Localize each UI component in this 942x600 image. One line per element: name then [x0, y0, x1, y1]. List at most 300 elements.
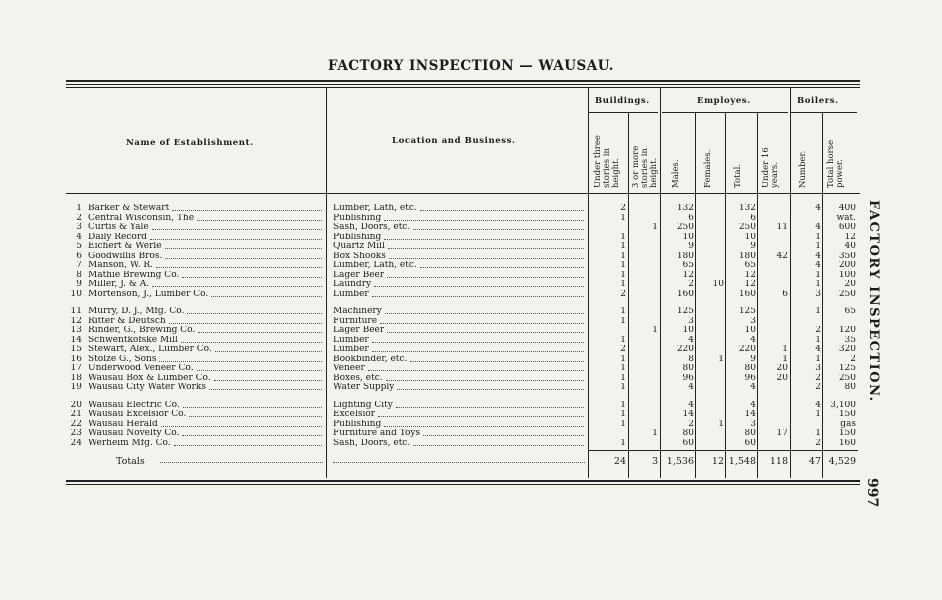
- cell-hp: 12: [844, 232, 856, 242]
- row-number: 9: [76, 280, 82, 289]
- leader-dots: [389, 252, 584, 259]
- cell-f: 1: [718, 419, 724, 429]
- cell-hp: 80: [844, 383, 856, 392]
- boilers-underline: [791, 112, 857, 113]
- table-row: [0, 252, 942, 261]
- leader-dots: [384, 214, 584, 221]
- cell-m: 4: [688, 383, 694, 392]
- table-row: [0, 401, 942, 410]
- leader-dots: [372, 290, 584, 297]
- establishment-name: Central Wisconsin, The: [88, 213, 195, 223]
- table-row: [0, 290, 942, 299]
- page-number: 997: [864, 478, 880, 508]
- cell-m: 6: [688, 213, 694, 223]
- cell-m: 125: [676, 307, 694, 316]
- establishment-name: Wausau Excelsior Co.: [88, 410, 187, 419]
- cell-u3: 1: [620, 232, 626, 242]
- location-business: Lager Beer: [333, 270, 385, 280]
- cell-t: 4: [750, 400, 756, 410]
- cell-hp: 250: [838, 289, 856, 299]
- leader-dots: [374, 280, 584, 287]
- cell-u3: 1: [620, 251, 626, 261]
- cell-t: 3: [750, 316, 756, 326]
- row-number: 23: [70, 429, 82, 438]
- cell-bn: 4: [815, 223, 821, 232]
- cell-bn: 1: [815, 429, 821, 438]
- leader-dots: [410, 355, 584, 362]
- header-buildings: Buildings.: [595, 96, 650, 106]
- leader-dots: [396, 401, 584, 408]
- cell-hp: gas: [840, 419, 856, 429]
- leader-dots: [169, 317, 322, 324]
- side-header: FACTORY INSPECTION.: [866, 200, 881, 403]
- table-row: [0, 364, 942, 373]
- cell-t: 132: [738, 204, 756, 213]
- cell-u16: 11: [776, 223, 788, 232]
- cell-t: 4: [750, 383, 756, 392]
- cell-t: 65: [744, 261, 756, 270]
- page-title: FACTORY INSPECTION — WAUSAU.: [328, 58, 614, 74]
- establishment-name: Schwentkofske Mill: [88, 335, 178, 345]
- cell-u3: 2: [620, 204, 626, 213]
- table-row: [0, 355, 942, 364]
- establishment-name: Wausau Box & Lumber Co.: [88, 373, 211, 383]
- table-row: [0, 233, 942, 242]
- cell-m: 132: [676, 204, 694, 213]
- cell-hp: 120: [838, 326, 856, 335]
- cell-t: 250: [738, 223, 756, 232]
- leader-dots: [174, 439, 322, 446]
- cell-hp: 600: [838, 223, 856, 232]
- cell-hp: 2: [850, 354, 856, 364]
- header-employes: Employes.: [697, 96, 751, 106]
- cell-hp: 3,100: [830, 400, 856, 410]
- cell-hp: 350: [838, 251, 856, 261]
- cell-u3: 1: [620, 410, 626, 419]
- row-number: 6: [76, 251, 82, 261]
- leader-dots: [388, 242, 584, 249]
- leader-dots: [215, 345, 322, 352]
- leader-dots: [159, 355, 322, 362]
- cell-t: 125: [738, 307, 756, 316]
- establishment-name: Curtis & Yale: [88, 223, 149, 232]
- establishment-name: Eichert & Werle: [88, 242, 162, 251]
- row-number: 11: [70, 307, 82, 316]
- cell-bn: 1: [815, 335, 821, 345]
- cell-t: 10: [744, 232, 756, 242]
- top-rule-thin: [66, 84, 860, 85]
- establishment-name: Mathie Brewing Co.: [88, 270, 180, 280]
- establishment-name: Miller, J. & A.: [88, 280, 150, 289]
- header-under16: Under 16 years.: [761, 147, 780, 188]
- cell-u3: 1: [620, 261, 626, 270]
- establishment-name: Werheim Mfg. Co.: [88, 438, 171, 448]
- leader-dots: [156, 261, 322, 268]
- establishment-name: Daily Record: [88, 232, 147, 242]
- top-rule: [66, 80, 860, 82]
- bottom-rule-thin: [66, 484, 860, 485]
- cell-u16: 20: [776, 364, 788, 373]
- leader-dots: [197, 214, 322, 221]
- cell-bn: 1: [815, 232, 821, 242]
- leader-dots: [387, 326, 584, 333]
- location-business: Water Supply: [333, 383, 395, 392]
- table-row: [0, 439, 942, 448]
- cell-m: 250: [676, 223, 694, 232]
- cell-m: 80: [682, 429, 694, 438]
- table-row: [0, 204, 942, 213]
- leader-dots: [378, 410, 584, 417]
- location-business: Publishing: [333, 419, 382, 429]
- table-row: [0, 345, 942, 354]
- cell-m: 80: [682, 364, 694, 373]
- cell-hp: 200: [838, 261, 856, 270]
- cell-u16: 17: [776, 429, 788, 438]
- cell-m: 96: [682, 373, 694, 383]
- location-business: Excelsior: [333, 410, 376, 419]
- cell-u16: 6: [782, 289, 788, 299]
- cell-u16: 1: [782, 345, 788, 354]
- leader-dots: [187, 307, 322, 314]
- cell-m: 160: [676, 289, 694, 299]
- cell-hp: 65: [844, 307, 856, 316]
- table-row: [0, 242, 942, 251]
- leader-dots: [172, 204, 322, 211]
- establishment-name: Wausau Herald: [88, 419, 158, 429]
- cell-m: 180: [676, 251, 694, 261]
- header-males: Males.: [671, 159, 681, 188]
- cell-m: 4: [688, 335, 694, 345]
- establishment-name: Rinder, G., Brewing Co.: [88, 326, 196, 335]
- leader-dots: [152, 223, 322, 230]
- cell-bn: 2: [815, 373, 821, 383]
- leader-dots: [423, 429, 584, 436]
- leader-dots: [384, 420, 584, 427]
- location-business: Lumber: [333, 335, 369, 345]
- cell-t: 180: [738, 251, 756, 261]
- location-business: Machinery: [333, 307, 382, 316]
- row-number: 19: [70, 383, 82, 392]
- cell-u16: 1: [782, 354, 788, 364]
- row-number: 21: [70, 410, 82, 419]
- cell-u3: 1: [620, 438, 626, 448]
- cell-u3: 1: [620, 419, 626, 429]
- row-number: 1: [76, 204, 82, 213]
- totals-three-or-more: 3: [651, 456, 658, 467]
- totals-total: 1,548: [728, 456, 756, 467]
- location-business: Lumber, Lath, etc.: [333, 204, 417, 213]
- row-number: 2: [76, 213, 82, 223]
- table-row: [0, 383, 942, 392]
- header-three-or-more: 3 or more stories in height.: [631, 145, 659, 188]
- table-row: [0, 261, 942, 270]
- row-number: 10: [70, 289, 82, 299]
- location-business: Quartz Mill: [333, 242, 385, 251]
- cell-u16: 20: [776, 373, 788, 383]
- location-business: Publishing: [333, 213, 382, 223]
- cell-bn: 1: [815, 354, 821, 364]
- cell-t: 4: [750, 335, 756, 345]
- cell-t: 60: [744, 438, 756, 448]
- row-number: 22: [70, 419, 82, 429]
- cell-u16: 42: [776, 251, 788, 261]
- totals-label: Totals: [116, 456, 145, 467]
- leader-dots: [165, 252, 322, 259]
- location-business: Furniture: [333, 316, 378, 326]
- cell-hp: 150: [838, 410, 856, 419]
- totals-row: [0, 456, 942, 468]
- establishment-name: Wausau Electric Co.: [88, 400, 180, 410]
- leader-dots: [420, 261, 584, 268]
- table-row: [0, 429, 942, 438]
- row-number: 24: [70, 438, 82, 448]
- leader-dots: [372, 345, 584, 352]
- cell-bn: 1: [815, 410, 821, 419]
- cell-m: 60: [682, 438, 694, 448]
- cell-t: 12: [744, 280, 756, 289]
- row-number: 8: [76, 270, 82, 280]
- cell-m: 220: [676, 345, 694, 354]
- cell-hp: 35: [844, 335, 856, 345]
- top-rule-thin2: [66, 87, 860, 88]
- table-row: [0, 307, 942, 316]
- leader-dots: [372, 336, 584, 343]
- header-name: Name of Establishment.: [126, 138, 254, 148]
- cell-u3: 1: [620, 242, 626, 251]
- table-row: [0, 410, 942, 419]
- cell-t: 160: [738, 289, 756, 299]
- leader-dots: [413, 223, 584, 230]
- cell-bn: 4: [815, 204, 821, 213]
- leader-dots: [161, 420, 322, 427]
- table-row: [0, 336, 942, 345]
- cell-u3: 1: [620, 316, 626, 326]
- location-business: Lighting City: [333, 400, 393, 410]
- cell-bn: 1: [815, 280, 821, 289]
- location-business: Veneer: [333, 364, 365, 373]
- leader-dots: [198, 326, 322, 333]
- cell-bn: 1: [815, 270, 821, 280]
- totals-under-three: 24: [613, 456, 626, 467]
- cell-bn: 1: [815, 307, 821, 316]
- row-number: 13: [70, 326, 82, 335]
- leader-dots: [333, 456, 585, 463]
- cell-u3: 1: [620, 213, 626, 223]
- cell-t: 220: [738, 345, 756, 354]
- location-business: Lager Beer: [333, 326, 385, 335]
- leader-dots: [209, 383, 322, 390]
- header-number: Number.: [798, 150, 808, 188]
- cell-f: 10: [712, 280, 724, 289]
- cell-hp: wat.: [836, 213, 856, 223]
- table-row: [0, 326, 942, 335]
- cell-hp: 400: [838, 204, 856, 213]
- header-boilers: Boilers.: [797, 96, 839, 106]
- leader-dots: [181, 336, 322, 343]
- table-row: [0, 271, 942, 280]
- leader-dots: [413, 439, 584, 446]
- cell-bn: 4: [815, 345, 821, 354]
- cell-m: 12: [682, 270, 694, 280]
- cell-bn: 4: [815, 400, 821, 410]
- cell-m: 2: [688, 419, 694, 429]
- cell-hp: 20: [844, 280, 856, 289]
- cell-t: 80: [744, 364, 756, 373]
- table-row: [0, 317, 942, 326]
- leader-dots: [189, 410, 322, 417]
- cell-m: 8: [688, 354, 694, 364]
- cell-bn: 4: [815, 261, 821, 270]
- cell-hp: 125: [838, 364, 856, 373]
- location-business: Sash, Doors, etc.: [333, 438, 411, 448]
- cell-hp: 100: [838, 270, 856, 280]
- cell-bn: 2: [815, 326, 821, 335]
- cell-u3: 1: [620, 373, 626, 383]
- establishment-name: Wausau Novelty Co.: [88, 429, 180, 438]
- leader-dots: [380, 317, 584, 324]
- cell-t: 9: [750, 354, 756, 364]
- table-row: [0, 223, 942, 232]
- location-business: Publishing: [333, 232, 382, 242]
- header-total: Total.: [733, 163, 743, 188]
- cell-hp: 320: [838, 345, 856, 354]
- cell-m: 10: [682, 326, 694, 335]
- leader-dots: [182, 429, 322, 436]
- cell-o3: 1: [652, 326, 658, 335]
- totals-rule: [588, 450, 858, 451]
- header-location: Location and Business.: [392, 136, 516, 146]
- table-row: [0, 214, 942, 223]
- cell-t: 10: [744, 326, 756, 335]
- row-number: 5: [76, 242, 82, 251]
- cell-m: 4: [688, 400, 694, 410]
- table-row: [0, 420, 942, 429]
- totals-females: 12: [711, 456, 724, 467]
- row-number: 3: [76, 223, 82, 232]
- establishment-name: Underwood Veneer Co.: [88, 364, 194, 373]
- leader-dots: [385, 307, 584, 314]
- leader-dots: [387, 271, 584, 278]
- row-number: 16: [70, 354, 82, 364]
- cell-bn: 3: [815, 364, 821, 373]
- establishment-name: Stolze G., Sons: [88, 354, 157, 364]
- cell-hp: 250: [838, 373, 856, 383]
- establishment-name: Goodwillis Bros.: [88, 251, 163, 261]
- leader-dots: [368, 364, 584, 371]
- establishment-name: Wausau City Water Works: [88, 383, 206, 392]
- cell-bn: 2: [815, 438, 821, 448]
- location-business: Laundry: [333, 280, 372, 289]
- bottom-rule: [66, 480, 860, 482]
- location-business: Sash, Doors, etc.: [333, 223, 411, 232]
- cell-bn: 2: [815, 383, 821, 392]
- location-business: Lumber: [333, 289, 369, 299]
- cell-bn: 3: [815, 289, 821, 299]
- row-number: 18: [70, 373, 82, 383]
- totals-boiler-number: 47: [808, 456, 821, 467]
- totals-under16: 118: [769, 456, 788, 467]
- cell-m: 10: [682, 232, 694, 242]
- header-under-three: Under three stories in height.: [593, 135, 621, 188]
- cell-u3: 1: [620, 400, 626, 410]
- header-horse-power: Total horse power.: [826, 139, 845, 188]
- location-business: Bookbinder, etc.: [333, 354, 408, 364]
- leader-dots: [182, 271, 322, 278]
- location-business: Lumber, Lath, etc.: [333, 261, 417, 270]
- row-number: 12: [70, 316, 82, 326]
- cell-t: 96: [744, 373, 756, 383]
- cell-f: 1: [718, 354, 724, 364]
- row-number: 14: [70, 335, 82, 345]
- totals-horse-power: 4,529: [828, 456, 856, 467]
- leader-dots: [211, 290, 322, 297]
- leader-dots: [386, 374, 584, 381]
- cell-hp: 160: [838, 438, 856, 448]
- row-number: 20: [70, 400, 82, 410]
- cell-o3: 1: [652, 429, 658, 438]
- totals-males: 1,536: [666, 456, 694, 467]
- establishment-name: Stewart, Alex., Lumber Co.: [88, 345, 212, 354]
- row-number: 17: [70, 364, 82, 373]
- leader-dots: [397, 383, 584, 390]
- cell-u3: 1: [620, 270, 626, 280]
- location-business: Lumber: [333, 345, 369, 354]
- leader-dots: [214, 374, 322, 381]
- cell-t: 3: [750, 419, 756, 429]
- cell-t: 80: [744, 429, 756, 438]
- leader-dots: [197, 364, 322, 371]
- cell-bn: 4: [815, 251, 821, 261]
- buildings-underline: [588, 112, 658, 113]
- cell-u3: 2: [620, 345, 626, 354]
- row-number: 15: [70, 345, 82, 354]
- cell-o3: 1: [652, 223, 658, 232]
- cell-t: 14: [744, 410, 756, 419]
- location-business: Furniture and Toys: [333, 429, 421, 438]
- header-bottom-rule: [66, 193, 860, 194]
- cell-t: 6: [750, 213, 756, 223]
- table-row: [0, 280, 942, 289]
- leader-dots: [384, 233, 584, 240]
- cell-u3: 1: [620, 364, 626, 373]
- leader-dots: [420, 204, 584, 211]
- establishment-name: Barker & Stewart: [88, 204, 170, 213]
- establishment-name: Murry, D. J., Mfg. Co.: [88, 307, 185, 316]
- header-females: Females.: [703, 149, 713, 188]
- cell-t: 12: [744, 270, 756, 280]
- cell-u3: 1: [620, 307, 626, 316]
- cell-u3: 2: [620, 289, 626, 299]
- leader-dots: [165, 242, 322, 249]
- cell-m: 14: [682, 410, 694, 419]
- leader-dots: [183, 401, 322, 408]
- cell-m: 65: [682, 261, 694, 270]
- cell-bn: 1: [815, 242, 821, 251]
- cell-u3: 1: [620, 383, 626, 392]
- cell-m: 9: [688, 242, 694, 251]
- cell-u3: 1: [620, 354, 626, 364]
- cell-t: 9: [750, 242, 756, 251]
- table-row: [0, 374, 942, 383]
- location-business: Box Shooks: [333, 251, 386, 261]
- cell-hp: 150: [838, 429, 856, 438]
- cell-m: 2: [688, 280, 694, 289]
- location-business: Boxes, etc.: [333, 373, 383, 383]
- establishment-name: Mortenson, J., Lumber Co.: [88, 289, 209, 299]
- leader-dots: [160, 456, 323, 463]
- cell-u3: 1: [620, 335, 626, 345]
- leader-dots: [150, 233, 322, 240]
